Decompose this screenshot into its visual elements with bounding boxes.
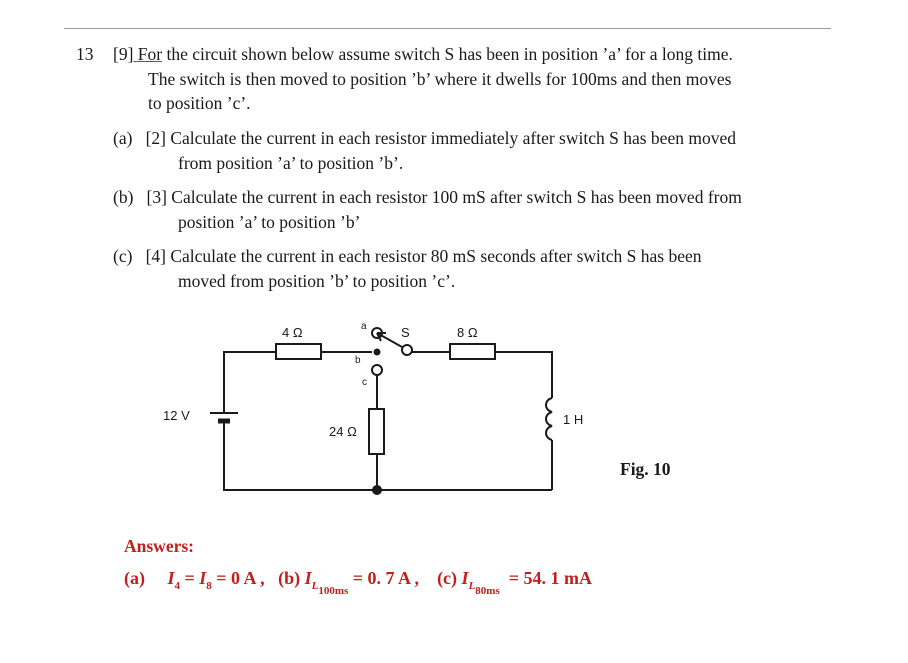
answers-line (124, 568, 592, 597)
switch-contact-right (402, 345, 412, 355)
part-a-line-2: from position ’a’ to position ’b’. (178, 153, 404, 173)
label-pos-c: c (362, 377, 367, 388)
question-marks: [9] (113, 44, 134, 64)
inductor-coil (546, 398, 552, 440)
figure-caption: Fig. 10 (620, 459, 671, 479)
wire-right (495, 352, 552, 398)
part-a-label: (a) (113, 128, 133, 148)
question-line-2: The switch is then moved to position ’b’ where it dwells for 100ms and then moves (148, 69, 732, 89)
question-line-3: to position ’c’. (148, 93, 251, 113)
wire-left-bottom (224, 421, 552, 490)
answer-b-label: (b) (278, 568, 301, 588)
part-a-text-1: [2] Calculate the current in each resistor immediately after switch S has been moved (145, 128, 736, 148)
answer-a-expression: $I_4 = I_8 = 0$ A , (167, 568, 265, 592)
question-lead-word: For (137, 44, 163, 64)
label-4-ohm: 4 Ω (282, 325, 303, 340)
part-b-label: (b) (113, 187, 134, 207)
label-pos-a: a (361, 321, 367, 332)
answer-c-label: (c) (437, 568, 458, 588)
part-b-text-1: [3] Calculate the current in each resistor 100 mS after switch S has been moved from (146, 187, 742, 207)
answers-title: Answers: (124, 536, 194, 556)
part-c-line-2: moved from position ’b’ to position ’c’. (178, 271, 456, 291)
resistor-24-ohm (369, 409, 384, 454)
switch-pivot-b (375, 350, 380, 355)
switch-contact-c (372, 365, 382, 375)
label-pos-b: b (355, 355, 361, 366)
part-c-label: (c) (113, 246, 133, 266)
resistor-4-ohm (276, 344, 321, 359)
node-junction (372, 485, 382, 495)
answer-c-expression: $I_{L_{80ms}} = 54$. 1 mA (461, 568, 592, 597)
answer-b-expression: $I_{L_{100ms}} = 0$. 7 A , (304, 568, 420, 597)
label-12-volt: 12 V (163, 408, 190, 423)
label-24-ohm: 24 Ω (329, 424, 357, 439)
part-b-line-2: position ’a’ to position ’b’ (178, 212, 361, 232)
label-switch-s: S (401, 325, 410, 340)
answer-a-label: (a) (124, 568, 145, 588)
question-number: 13 (76, 44, 94, 64)
resistor-8-ohm (450, 344, 495, 359)
question-line-1-text: the circuit shown below assume switch S has been in position ’a’ for a long time. (166, 44, 733, 64)
wire-left (224, 352, 276, 413)
label-8-ohm: 8 Ω (457, 325, 478, 340)
part-c-text-1: [4] Calculate the current in each resistor 80 mS seconds after switch S has been (145, 246, 702, 266)
label-1-henry: 1 H (563, 412, 584, 427)
